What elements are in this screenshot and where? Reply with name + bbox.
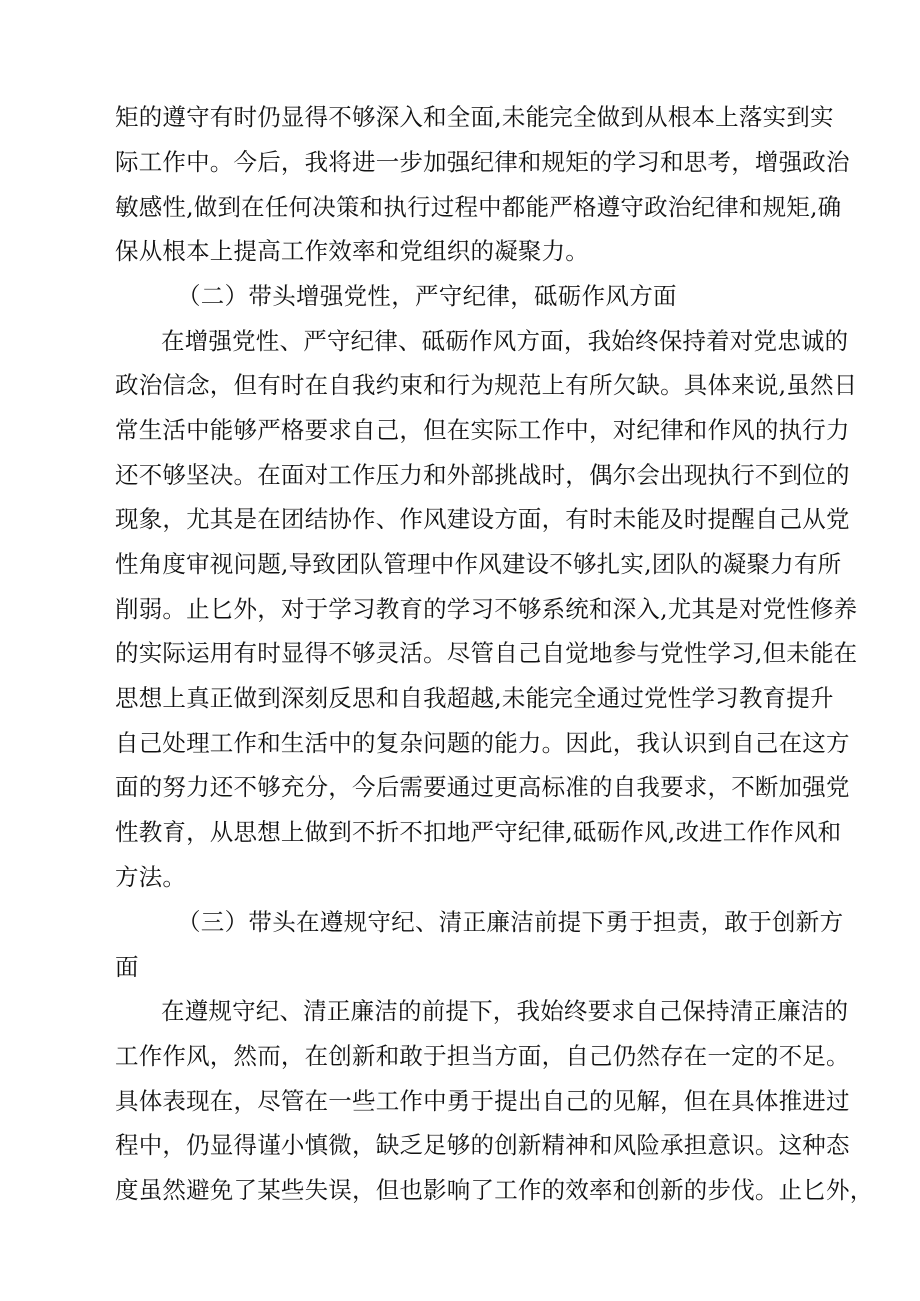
paragraph-line: 面的努力还不够充分，今后需要通过更高标准的自我要求，不断加强党: [115, 773, 850, 801]
section-heading: （二）带头增强党性，严守纪律，砥砺作风方面: [177, 282, 677, 310]
paragraph-line: 思想上真正做到深刻反思和自我超越,未能完全通过党性学习教育提升: [115, 684, 834, 712]
paragraph-line: 工作作风，然而，在创新和敢于担当方面，自己仍然存在一定的不足。: [115, 1042, 850, 1070]
paragraph-line: 常生活中能够严格要求自己，但在实际工作中，对纪律和作风的执行力: [115, 416, 850, 444]
paragraph-line: 性教育，从思想上做到不折不扣地严守纪律,砥砺作风,改进工作作风和: [115, 818, 842, 846]
paragraph-line: 还不够坚决。在面对工作压力和外部挑战时，偶尔会出现执行不到位的: [115, 461, 850, 489]
paragraph-line: 敏感性,做到在任何决策和执行过程中都能严格遵守政治纪律和规矩,确: [115, 193, 842, 221]
paragraph-line: 保从根本上提高工作效率和党组织的凝聚力。: [115, 237, 589, 265]
paragraph-line: 在增强党性、严守纪律、砥砺作风方面，我始终保持着对党忠诚的: [161, 327, 849, 355]
paragraph-line: 政治信念，但有时在自我约束和行为规范上有所欠缺。具体来说,虽然日: [115, 371, 858, 399]
paragraph-line: 具体表现在，尽管在一些工作中勇于提出自己的见解，但在具体推进过: [115, 1087, 850, 1115]
paragraph-line: 际工作中。今后，我将进一步加强纪律和规矩的学习和思考，增强政治: [115, 148, 850, 176]
paragraph-line: 在遵规守纪、清正廉洁的前提下，我始终要求自己保持清正廉洁的: [161, 997, 849, 1025]
paragraph-line: 现象，尤其是在团结协作、作风建设方面，有时未能及时提醒自己从党: [115, 505, 850, 533]
paragraph-line: 自己处理工作和生活中的复杂问题的能力。因此，我认识到自己在这方: [115, 729, 850, 757]
paragraph-line: 性角度审视问题,导致团队管理中作风建设不够扎实,团队的凝聚力有所: [115, 550, 842, 578]
paragraph-line: 的实际运用有时显得不够灵活。尽管自己自觉地参与党性学习,但未能在: [115, 639, 858, 667]
paragraph-line: 度虽然避免了某些失误，但也影响了工作的效率和创新的步伐。止匕外，: [115, 1176, 874, 1204]
paragraph-line: 程中，仍显得谨小慎微，缺乏足够的创新精神和风险承担意识。这种态: [115, 1131, 850, 1159]
paragraph-line: 方法。: [115, 863, 187, 891]
section-heading: （三）带头在遵规守纪、清正廉洁前提下勇于担责，敢于创新方: [177, 908, 844, 936]
paragraph-line: 矩的遵守有时仍显得不够深入和全面,未能完全做到从根本上落实到实: [115, 103, 834, 131]
section-heading: 面: [115, 953, 139, 981]
paragraph-line: 削弱。止匕外，对于学习教育的学习不够系统和深入,尤其是对党性修养: [115, 595, 858, 623]
